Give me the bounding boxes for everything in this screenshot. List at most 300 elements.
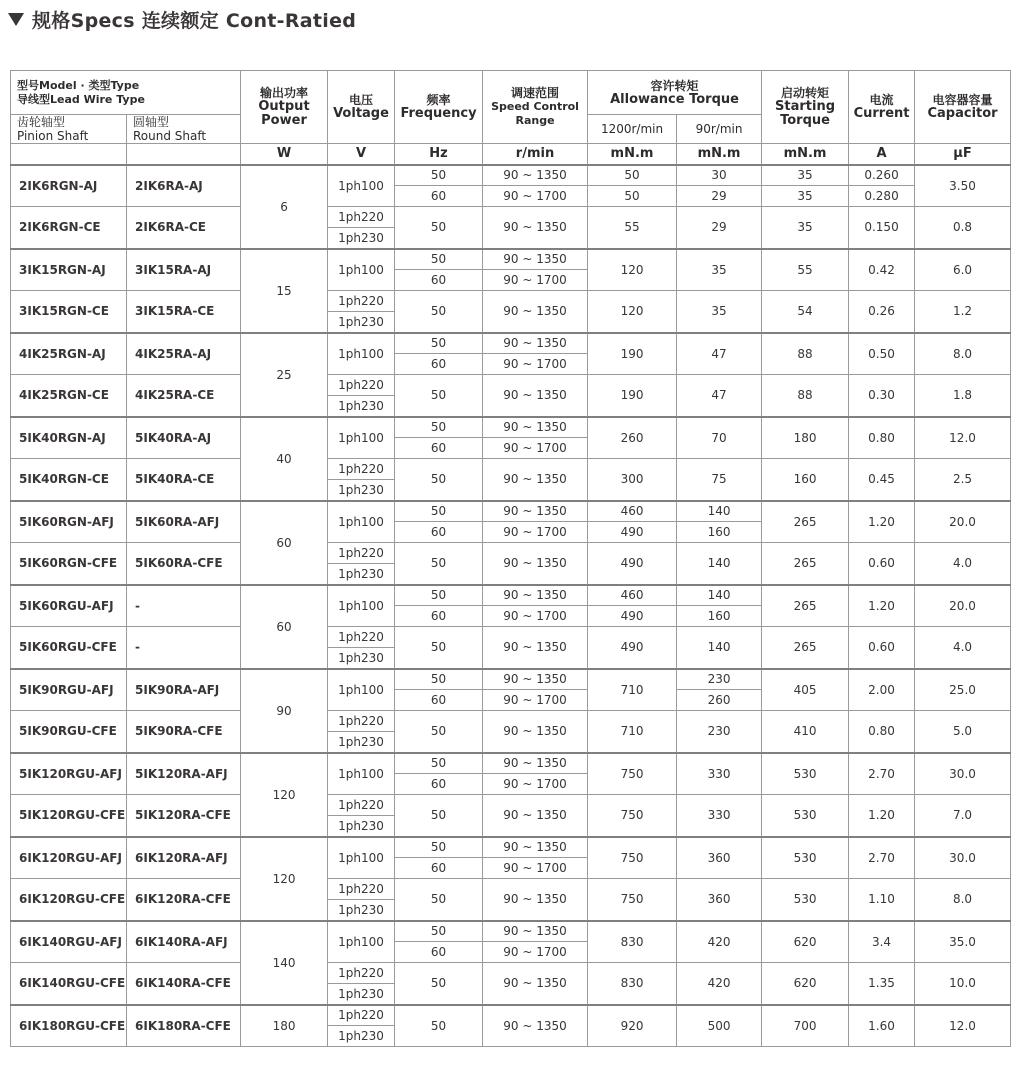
current: 1.35 <box>849 963 915 1005</box>
voltage: 1ph220 <box>328 711 395 732</box>
speed-header-en1: Speed Control <box>491 100 579 113</box>
current: 0.60 <box>849 627 915 669</box>
frequency: 50 <box>395 501 483 522</box>
current: 2.70 <box>849 837 915 879</box>
starting-torque: 88 <box>762 375 849 417</box>
allowance-torque-1200: 490 <box>588 522 677 543</box>
pinion-shaft-model: 5IK40RGN-AJ <box>11 417 127 459</box>
table-row <box>11 333 1011 354</box>
table-row <box>11 291 1011 312</box>
table-row <box>11 375 1011 396</box>
speed-range: 90 ~ 1350 <box>483 249 588 270</box>
capacitor: 20.0 <box>915 501 1011 543</box>
pinion-shaft-model: 6IK140RGU-AFJ <box>11 921 127 963</box>
round-shaft-model: 5IK60RA-CFE <box>127 543 241 585</box>
allowance-torque-1200: 460 <box>588 585 677 606</box>
voltage: 1ph230 <box>328 648 395 669</box>
round-shaft-model: 2IK6RA-AJ <box>127 165 241 207</box>
current: 0.260 <box>849 165 915 186</box>
speed-range: 90 ~ 1700 <box>483 690 588 711</box>
starting-torque: 35 <box>762 165 849 186</box>
allowance-torque-90: 360 <box>677 837 762 879</box>
speed-range: 90 ~ 1350 <box>483 1005 588 1047</box>
pinion-shaft-model: 3IK15RGN-AJ <box>11 249 127 291</box>
capacitor: 35.0 <box>915 921 1011 963</box>
starting-torque: 620 <box>762 963 849 1005</box>
allowance-torque-1200: 920 <box>588 1005 677 1047</box>
voltage: 1ph230 <box>328 228 395 249</box>
allowance-torque-1200: 750 <box>588 879 677 921</box>
capacitor: 1.2 <box>915 291 1011 333</box>
allowance-torque-1200: 710 <box>588 711 677 753</box>
current: 1.20 <box>849 795 915 837</box>
starting-torque-header-en2: Torque <box>780 113 830 128</box>
output-power: 90 <box>241 669 328 753</box>
voltage-header <box>328 71 395 144</box>
voltage: 1ph230 <box>328 312 395 333</box>
power-header-cn: 输出功率 <box>260 86 309 100</box>
starting-torque: 405 <box>762 669 849 711</box>
frequency: 50 <box>395 837 483 858</box>
voltage: 1ph230 <box>328 564 395 585</box>
voltage: 1ph220 <box>328 963 395 984</box>
speed-range: 90 ~ 1350 <box>483 711 588 753</box>
voltage: 1ph100 <box>328 585 395 627</box>
frequency: 60 <box>395 186 483 207</box>
round-shaft-model: 4IK25RA-AJ <box>127 333 241 375</box>
allowance-torque-1200: 830 <box>588 963 677 1005</box>
current: 0.45 <box>849 459 915 501</box>
round-shaft-model: 6IK140RA-AFJ <box>127 921 241 963</box>
current-header <box>849 71 915 144</box>
unit-starting-torque: mN.m <box>762 144 849 165</box>
capacitor: 2.5 <box>915 459 1011 501</box>
current: 2.70 <box>849 753 915 795</box>
starting-torque: 265 <box>762 585 849 627</box>
starting-torque: 410 <box>762 711 849 753</box>
round-shaft-model: 5IK60RA-AFJ <box>127 501 241 543</box>
current: 0.280 <box>849 186 915 207</box>
voltage: 1ph100 <box>328 753 395 795</box>
round-shaft-header <box>127 115 241 144</box>
capacitor: 12.0 <box>915 417 1011 459</box>
allowance-torque-90: 140 <box>677 543 762 585</box>
voltage: 1ph100 <box>328 165 395 207</box>
unit-speed: r/min <box>483 144 588 165</box>
voltage: 1ph100 <box>328 501 395 543</box>
frequency-header-cn: 频率 <box>426 93 451 107</box>
allowance-torque-90: 29 <box>677 207 762 249</box>
frequency: 60 <box>395 438 483 459</box>
frequency: 50 <box>395 165 483 186</box>
voltage: 1ph220 <box>328 207 395 228</box>
model-header <box>11 71 241 115</box>
table-row <box>11 963 1011 984</box>
speed-range: 90 ~ 1700 <box>483 354 588 375</box>
frequency-header-en: Frequency <box>400 106 477 121</box>
current: 0.50 <box>849 333 915 375</box>
power-header-en2: Power <box>261 113 307 128</box>
allowance-torque-header <box>588 71 762 115</box>
round-shaft-model: 2IK6RA-CE <box>127 207 241 249</box>
frequency: 50 <box>395 963 483 1005</box>
allowance-torque-90: 420 <box>677 963 762 1005</box>
voltage: 1ph220 <box>328 879 395 900</box>
table-row <box>11 795 1011 816</box>
unit-voltage: V <box>328 144 395 165</box>
allowance-torque-90: 230 <box>677 711 762 753</box>
allowance-torque-90: 500 <box>677 1005 762 1047</box>
voltage: 1ph220 <box>328 795 395 816</box>
current: 1.10 <box>849 879 915 921</box>
capacitor: 20.0 <box>915 585 1011 627</box>
starting-torque: 265 <box>762 543 849 585</box>
round-shaft-model: 6IK120RA-AFJ <box>127 837 241 879</box>
capacitor: 8.0 <box>915 879 1011 921</box>
frequency: 50 <box>395 291 483 333</box>
voltage: 1ph220 <box>328 375 395 396</box>
starting-torque-header-cn: 启动转矩 <box>781 86 830 100</box>
voltage: 1ph230 <box>328 984 395 1005</box>
starting-torque: 54 <box>762 291 849 333</box>
pinion-shaft-model: 6IK140RGU-CFE <box>11 963 127 1005</box>
round-shaft-model: 3IK15RA-AJ <box>127 249 241 291</box>
frequency: 50 <box>395 249 483 270</box>
capacitor: 4.0 <box>915 543 1011 585</box>
frequency: 60 <box>395 606 483 627</box>
allowance-torque-1200: 750 <box>588 753 677 795</box>
frequency: 50 <box>395 417 483 438</box>
voltage: 1ph100 <box>328 921 395 963</box>
allowance-torque-90: 29 <box>677 186 762 207</box>
allowance-torque-1200: 460 <box>588 501 677 522</box>
frequency: 60 <box>395 270 483 291</box>
pinion-shaft-model: 4IK25RGN-CE <box>11 375 127 417</box>
allowance-torque-1200: 710 <box>588 669 677 711</box>
pinion-shaft-model: 5IK60RGN-AFJ <box>11 501 127 543</box>
capacitor: 10.0 <box>915 963 1011 1005</box>
starting-torque: 88 <box>762 333 849 375</box>
pinion-shaft-model: 2IK6RGN-CE <box>11 207 127 249</box>
allowance-1200-header: 1200r/min <box>588 115 677 144</box>
allowance-torque-1200: 490 <box>588 627 677 669</box>
starting-torque-header-en1: Starting <box>775 99 836 114</box>
voltage: 1ph100 <box>328 417 395 459</box>
speed-range: 90 ~ 1700 <box>483 858 588 879</box>
frequency: 50 <box>395 375 483 417</box>
voltage: 1ph230 <box>328 1026 395 1047</box>
starting-torque: 35 <box>762 186 849 207</box>
pinion-shaft-model: 6IK120RGU-CFE <box>11 879 127 921</box>
table-row <box>11 1005 1011 1026</box>
voltage: 1ph220 <box>328 291 395 312</box>
voltage-header-cn: 电压 <box>349 93 374 107</box>
speed-header-cn: 调速范围 <box>511 86 560 100</box>
pinion-shaft-header-en: Pinion Shaft <box>17 129 89 143</box>
capacitor-header-en: Capacitor <box>927 106 998 121</box>
starting-torque: 530 <box>762 837 849 879</box>
voltage: 1ph230 <box>328 396 395 417</box>
frequency: 60 <box>395 354 483 375</box>
table-row <box>11 585 1011 606</box>
round-shaft-header-cn: 圆轴型 <box>133 115 170 129</box>
speed-range: 90 ~ 1700 <box>483 186 588 207</box>
frequency: 60 <box>395 522 483 543</box>
round-shaft-model: 5IK40RA-CE <box>127 459 241 501</box>
starting-torque: 160 <box>762 459 849 501</box>
allowance-torque-1200: 50 <box>588 186 677 207</box>
table-row <box>11 501 1011 522</box>
frequency: 50 <box>395 333 483 354</box>
table-row <box>11 711 1011 732</box>
voltage: 1ph220 <box>328 627 395 648</box>
allowance-torque-1200: 750 <box>588 837 677 879</box>
speed-range: 90 ~ 1700 <box>483 438 588 459</box>
table-row <box>11 837 1011 858</box>
speed-range: 90 ~ 1350 <box>483 165 588 186</box>
speed-range: 90 ~ 1700 <box>483 774 588 795</box>
voltage: 1ph100 <box>328 669 395 711</box>
round-shaft-model: 5IK120RA-CFE <box>127 795 241 837</box>
spec-table <box>10 70 1011 1047</box>
capacitor-header <box>915 71 1011 144</box>
allowance-torque-90: 70 <box>677 417 762 459</box>
frequency: 50 <box>395 921 483 942</box>
speed-range: 90 ~ 1350 <box>483 963 588 1005</box>
voltage: 1ph220 <box>328 1005 395 1026</box>
starting-torque: 530 <box>762 879 849 921</box>
round-shaft-model: 5IK40RA-AJ <box>127 417 241 459</box>
frequency: 50 <box>395 543 483 585</box>
current: 0.26 <box>849 291 915 333</box>
allowance-torque-90: 160 <box>677 522 762 543</box>
allowance-torque-90: 420 <box>677 921 762 963</box>
model-header-line2: 导线型Lead Wire Type <box>17 92 145 106</box>
voltage: 1ph100 <box>328 837 395 879</box>
round-shaft-model: - <box>127 585 241 627</box>
current: 0.80 <box>849 711 915 753</box>
speed-range: 90 ~ 1350 <box>483 753 588 774</box>
speed-range: 90 ~ 1350 <box>483 207 588 249</box>
allowance-torque-1200: 490 <box>588 606 677 627</box>
model-header-line1: 型号Model · 类型Type <box>17 78 140 92</box>
capacitor-header-cn: 电容器容量 <box>932 93 993 107</box>
round-shaft-model: 3IK15RA-CE <box>127 291 241 333</box>
speed-range: 90 ~ 1350 <box>483 669 588 690</box>
allowance-torque-90: 30 <box>677 165 762 186</box>
pinion-shaft-model: 6IK120RGU-AFJ <box>11 837 127 879</box>
frequency: 60 <box>395 690 483 711</box>
output-power: 40 <box>241 417 328 501</box>
allowance-torque-1200: 750 <box>588 795 677 837</box>
capacitor: 30.0 <box>915 837 1011 879</box>
frequency: 50 <box>395 795 483 837</box>
speed-range: 90 ~ 1350 <box>483 417 588 438</box>
starting-torque: 530 <box>762 753 849 795</box>
starting-torque: 180 <box>762 417 849 459</box>
starting-torque: 35 <box>762 207 849 249</box>
pinion-shaft-header <box>11 115 127 144</box>
capacitor: 5.0 <box>915 711 1011 753</box>
unit-frequency: Hz <box>395 144 483 165</box>
allowance-torque-90: 140 <box>677 585 762 606</box>
table-row <box>11 627 1011 648</box>
current-header-cn: 电流 <box>869 93 894 107</box>
speed-range: 90 ~ 1350 <box>483 795 588 837</box>
pinion-shaft-model: 5IK120RGU-CFE <box>11 795 127 837</box>
speed-header <box>483 71 588 144</box>
starting-torque: 620 <box>762 921 849 963</box>
voltage: 1ph230 <box>328 480 395 501</box>
current: 0.80 <box>849 417 915 459</box>
current: 2.00 <box>849 669 915 711</box>
pinion-shaft-model: 5IK90RGU-CFE <box>11 711 127 753</box>
speed-range: 90 ~ 1350 <box>483 879 588 921</box>
table-row <box>11 417 1011 438</box>
pinion-shaft-model: 5IK60RGN-CFE <box>11 543 127 585</box>
round-shaft-model: 6IK120RA-CFE <box>127 879 241 921</box>
allowance-torque-1200: 55 <box>588 207 677 249</box>
pinion-shaft-model: 5IK120RGU-AFJ <box>11 753 127 795</box>
table-row <box>11 879 1011 900</box>
voltage-header-en: Voltage <box>333 106 389 121</box>
allowance-torque-90: 330 <box>677 753 762 795</box>
table-row <box>11 543 1011 564</box>
unit-current: A <box>849 144 915 165</box>
allowance-torque-90: 330 <box>677 795 762 837</box>
capacitor: 12.0 <box>915 1005 1011 1047</box>
speed-header-en2: Range <box>515 114 555 127</box>
current: 1.60 <box>849 1005 915 1047</box>
pinion-shaft-model: 5IK60RGU-AFJ <box>11 585 127 627</box>
table-row <box>11 753 1011 774</box>
speed-range: 90 ~ 1700 <box>483 606 588 627</box>
allowance-torque-90: 230 <box>677 669 762 690</box>
current: 0.150 <box>849 207 915 249</box>
speed-range: 90 ~ 1700 <box>483 942 588 963</box>
round-shaft-model: 5IK90RA-AFJ <box>127 669 241 711</box>
speed-range: 90 ~ 1350 <box>483 585 588 606</box>
power-header-en1: Output <box>258 99 310 114</box>
current: 0.42 <box>849 249 915 291</box>
frequency: 50 <box>395 753 483 774</box>
table-row <box>11 459 1011 480</box>
allowance-torque-90: 35 <box>677 291 762 333</box>
capacitor: 0.8 <box>915 207 1011 249</box>
unit-allowance-90: mN.m <box>677 144 762 165</box>
speed-range: 90 ~ 1350 <box>483 501 588 522</box>
starting-torque-header <box>762 71 849 144</box>
capacitor: 7.0 <box>915 795 1011 837</box>
allowance-torque-1200: 50 <box>588 165 677 186</box>
capacitor: 8.0 <box>915 333 1011 375</box>
allowance-torque-header-cn: 容许转矩 <box>650 78 699 93</box>
speed-range: 90 ~ 1700 <box>483 270 588 291</box>
output-power: 60 <box>241 585 328 669</box>
pinion-shaft-model: 6IK180RGU-CFE <box>11 1005 127 1047</box>
pinion-shaft-model: 5IK60RGU-CFE <box>11 627 127 669</box>
speed-range: 90 ~ 1350 <box>483 627 588 669</box>
frequency: 50 <box>395 459 483 501</box>
frequency: 50 <box>395 1005 483 1047</box>
current: 0.30 <box>849 375 915 417</box>
round-shaft-model: 6IK180RA-CFE <box>127 1005 241 1047</box>
starting-torque: 700 <box>762 1005 849 1047</box>
triangle-down-icon <box>8 13 24 26</box>
page-title-text: 规格Specs 连续额定 Cont-Ratied <box>32 10 357 32</box>
allowance-torque-header-en: Allowance Torque <box>610 91 739 107</box>
output-power: 15 <box>241 249 328 333</box>
allowance-torque-90: 260 <box>677 690 762 711</box>
round-shaft-model: - <box>127 627 241 669</box>
voltage: 1ph220 <box>328 459 395 480</box>
capacitor: 30.0 <box>915 753 1011 795</box>
pinion-shaft-model: 3IK15RGN-CE <box>11 291 127 333</box>
spec-table-body <box>11 165 1011 1047</box>
page-title <box>8 6 356 33</box>
speed-range: 90 ~ 1350 <box>483 459 588 501</box>
frequency: 60 <box>395 858 483 879</box>
allowance-torque-1200: 830 <box>588 921 677 963</box>
frequency: 50 <box>395 207 483 249</box>
allowance-torque-1200: 190 <box>588 333 677 375</box>
allowance-torque-1200: 120 <box>588 291 677 333</box>
current-header-en: Current <box>853 106 910 121</box>
round-shaft-model: 6IK140RA-CFE <box>127 963 241 1005</box>
output-power: 120 <box>241 837 328 921</box>
current: 3.4 <box>849 921 915 963</box>
output-power: 6 <box>241 165 328 249</box>
voltage: 1ph230 <box>328 900 395 921</box>
voltage: 1ph230 <box>328 816 395 837</box>
current: 1.20 <box>849 501 915 543</box>
frequency: 50 <box>395 669 483 690</box>
voltage: 1ph100 <box>328 249 395 291</box>
frequency: 50 <box>395 879 483 921</box>
allowance-torque-1200: 190 <box>588 375 677 417</box>
power-header <box>241 71 328 144</box>
voltage: 1ph100 <box>328 333 395 375</box>
allowance-torque-1200: 490 <box>588 543 677 585</box>
round-shaft-header-en: Round Shaft <box>133 129 207 143</box>
round-shaft-model: 4IK25RA-CE <box>127 375 241 417</box>
allowance-torque-90: 75 <box>677 459 762 501</box>
frequency: 50 <box>395 585 483 606</box>
output-power: 140 <box>241 921 328 1005</box>
frequency: 60 <box>395 942 483 963</box>
table-row <box>11 207 1011 228</box>
pinion-shaft-model: 4IK25RGN-AJ <box>11 333 127 375</box>
capacitor: 6.0 <box>915 249 1011 291</box>
speed-range: 90 ~ 1350 <box>483 543 588 585</box>
allowance-90-header: 90r/min <box>677 115 762 144</box>
speed-range: 90 ~ 1350 <box>483 921 588 942</box>
round-shaft-model: 5IK90RA-CFE <box>127 711 241 753</box>
current: 0.60 <box>849 543 915 585</box>
pinion-shaft-model: 2IK6RGN-AJ <box>11 165 127 207</box>
allowance-torque-90: 47 <box>677 375 762 417</box>
unit-power: W <box>241 144 328 165</box>
speed-range: 90 ~ 1350 <box>483 333 588 354</box>
unit-blank-round <box>127 144 241 165</box>
allowance-torque-90: 140 <box>677 501 762 522</box>
allowance-torque-90: 360 <box>677 879 762 921</box>
table-row <box>11 669 1011 690</box>
capacitor: 25.0 <box>915 669 1011 711</box>
frequency: 50 <box>395 711 483 753</box>
allowance-torque-90: 47 <box>677 333 762 375</box>
frequency: 50 <box>395 627 483 669</box>
